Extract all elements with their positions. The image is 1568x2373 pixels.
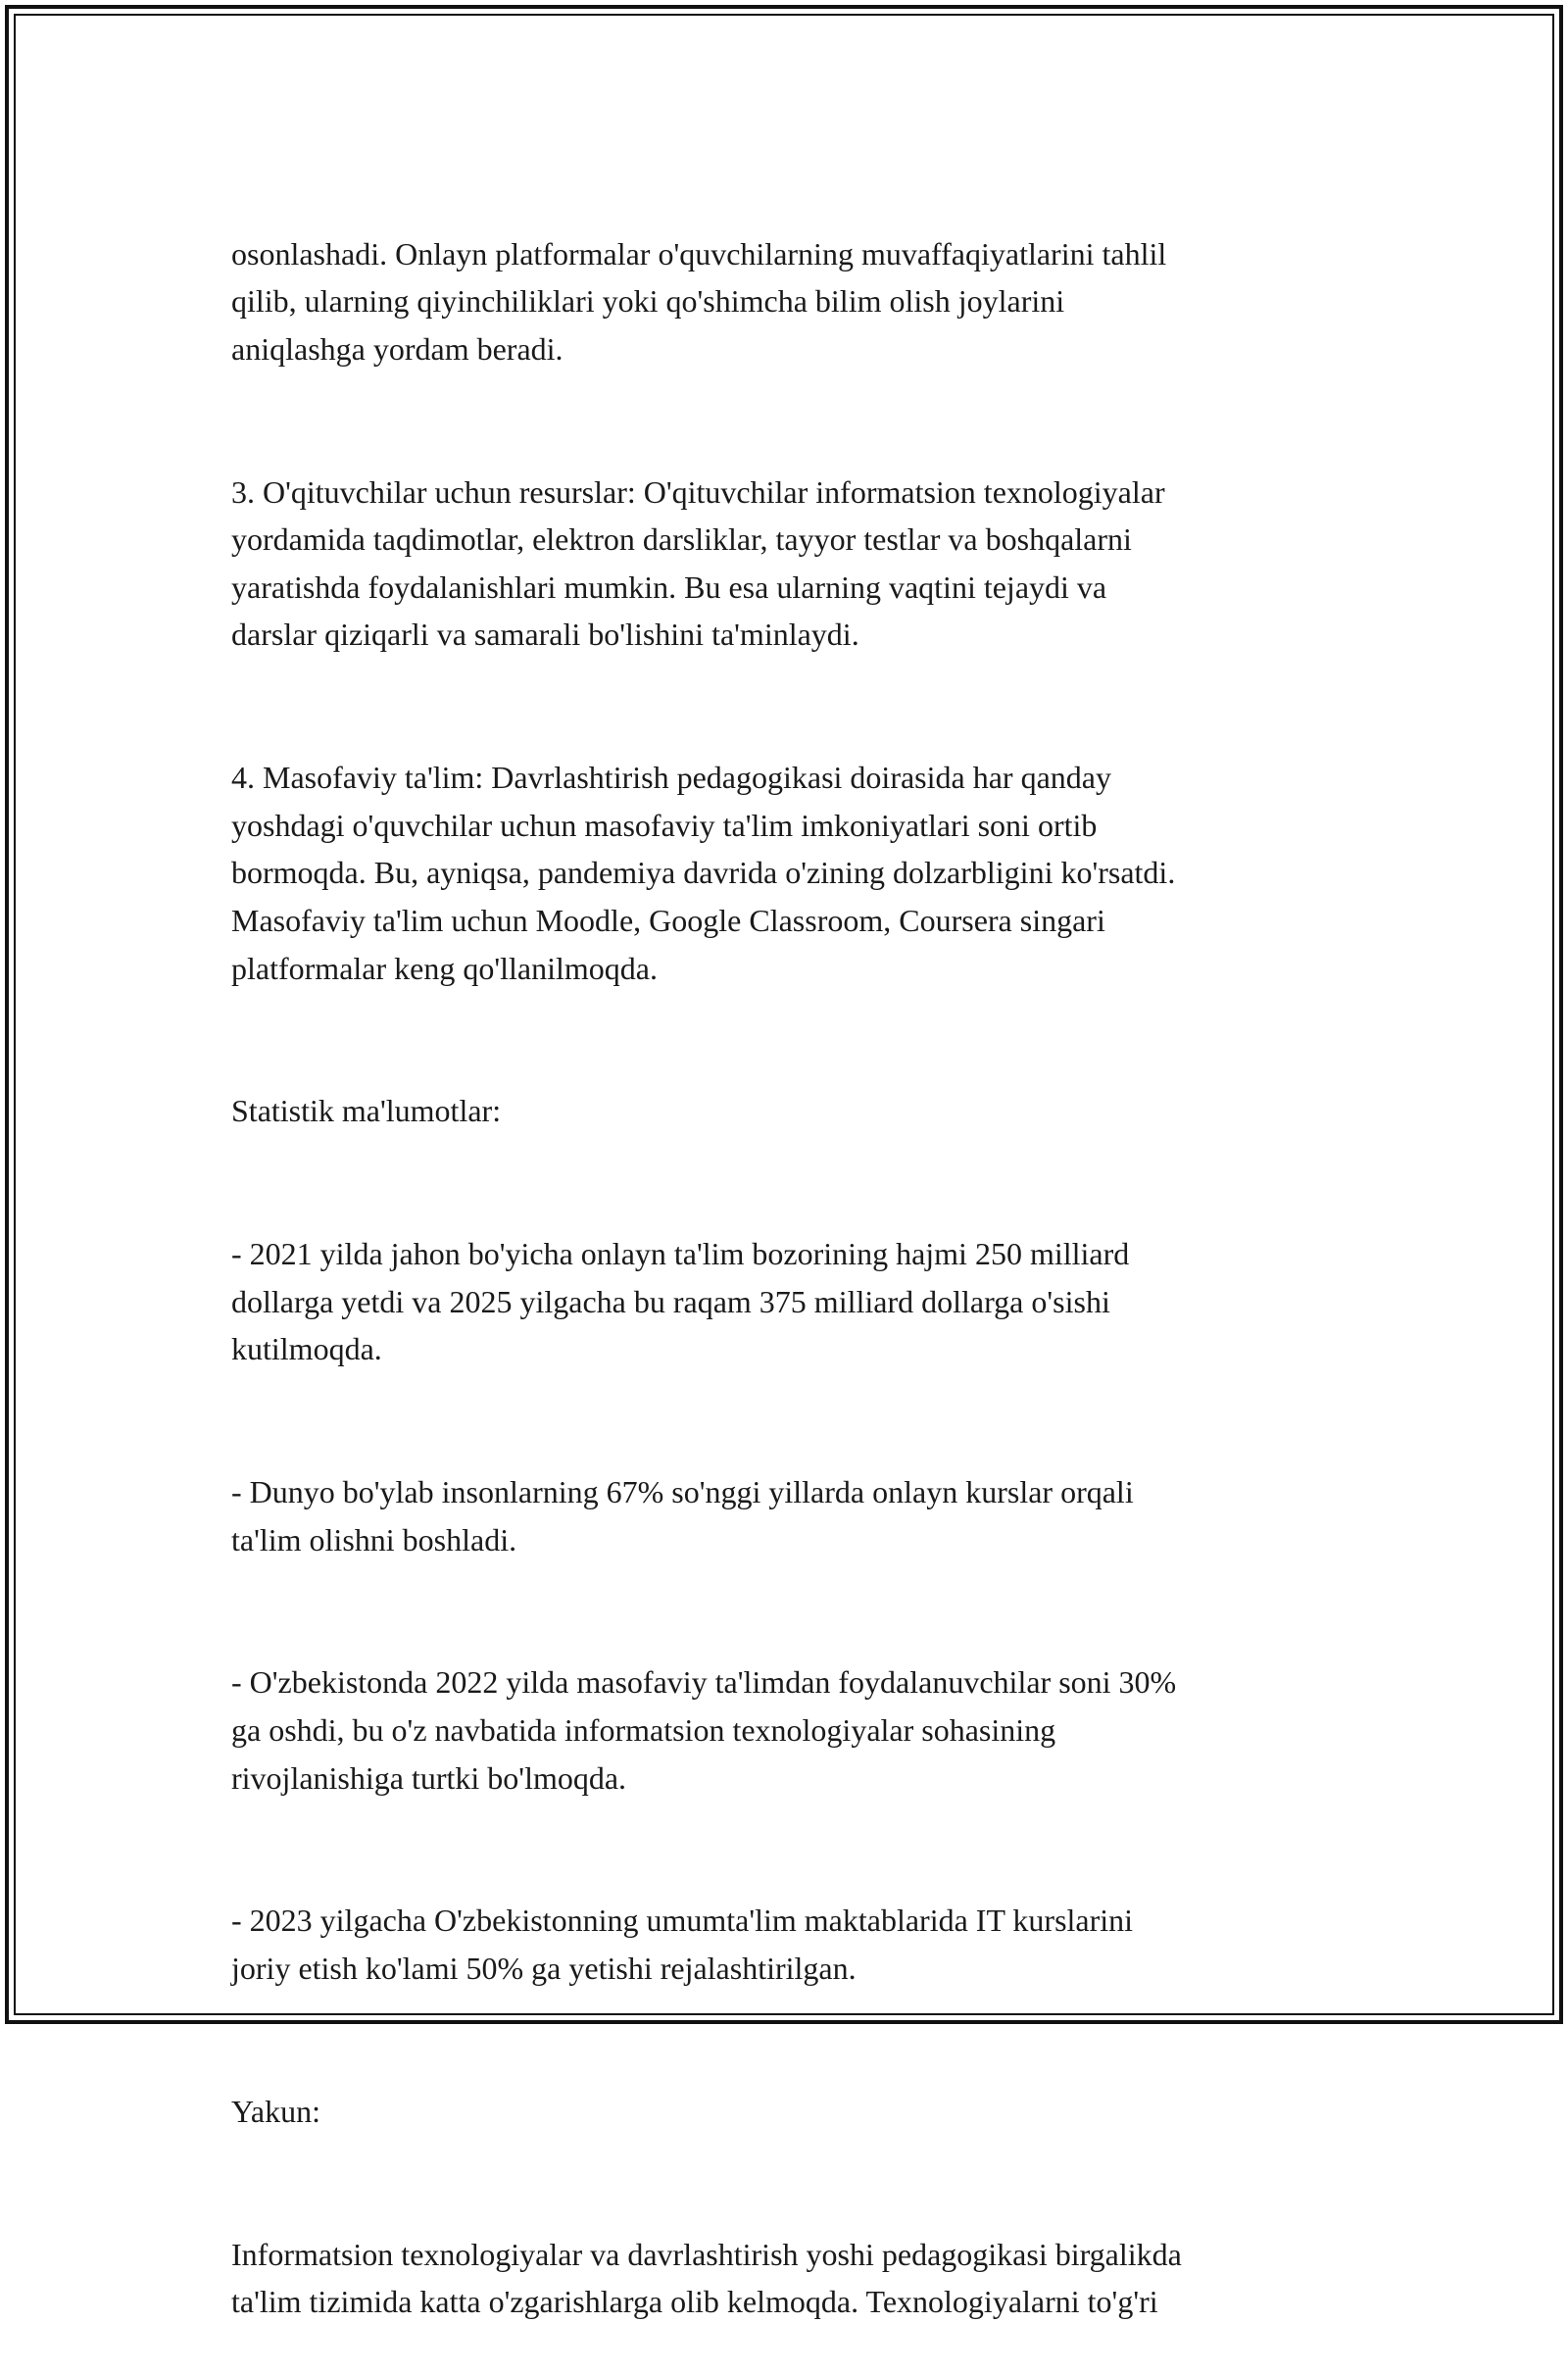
list-item-uzbekistan-distance: - O'zbekistonda 2022 yilda masofaviy ta'limdan foydalanuvchilar soni 30% ga oshdi, bu o'z navbatida informatsion texnologiyalar sohasining rivojlanishiga turtki bo'lmoqda. bbox=[231, 1664, 1177, 1796]
list-item-online-market: - 2021 yilda jahon bo'yicha onlayn ta'lim bozorining hajmi 250 milliard dollarga yetdi va 2025 yilgacha bu raqam 375 milliard dollarga o'sishi kutilmoqda. bbox=[231, 1236, 1130, 1367]
heading-conclusion: Yakun: bbox=[231, 2093, 320, 2129]
paragraph-distance-learning: 4. Masofaviy ta'lim: Davrlashtirish pedagogikasi doirasida har qanday yoshdagi o'quvchilar uchun masofaviy ta'lim imkoniyatlari soni ortib bormoqda. Bu, ayniqsa, pandemiya davrida o'zining dolzarbligini ko'rsatdi. Masofaviy ta'lim uchun Moodle, Google Classroom, Coursera singari platformalar keng qo'llanilmoqda. bbox=[231, 760, 1176, 986]
list-item-online-courses: - Dunyo bo'ylab insonlarning 67% so'nggi yillarda onlayn kurslar orqali ta'lim olishni boshladi. bbox=[231, 1474, 1134, 1557]
list-item-it-courses: - 2023 yilgacha O'zbekistonning umumta'lim maktablarida IT kurslarini joriy etish ko'lami 50% ga yetishi rejalashtirilgan. bbox=[231, 1903, 1134, 1986]
paragraph-conclusion: Informatsion texnologiyalar va davrlashtirish yoshi pedagogikasi birgalikda ta'lim tizimida katta o'zgarishlarga olib kelmoqda. Texnologiyalarni to'g'ri bbox=[231, 2236, 1182, 2320]
heading-statistics: Statistik ma'lumotlar: bbox=[231, 1093, 502, 1129]
paragraph-teacher-resources: 3. O'qituvchilar uchun resurslar: O'qituvchilar informatsion texnologiyalar yordamida taqdimotlar, elektron darsliklar, tayyor testlar va boshqalarni yaratishda foydalanishlari mumkin. Bu esa ularning vaqtini tejaydi va darslar qiziqarli va samarali bo'lishini ta'minlaydi. bbox=[231, 473, 1165, 653]
document-body bbox=[231, 182, 1348, 2373]
paragraph-continuation: osonlashadi. Onlayn platformalar o'quvchilarning muvaffaqiyatlarini tahlil qilib, ularning qiyinchiliklari yoki qo'shimcha bilim olish joylarini aniqlashga yordam beradi. bbox=[231, 235, 1167, 367]
